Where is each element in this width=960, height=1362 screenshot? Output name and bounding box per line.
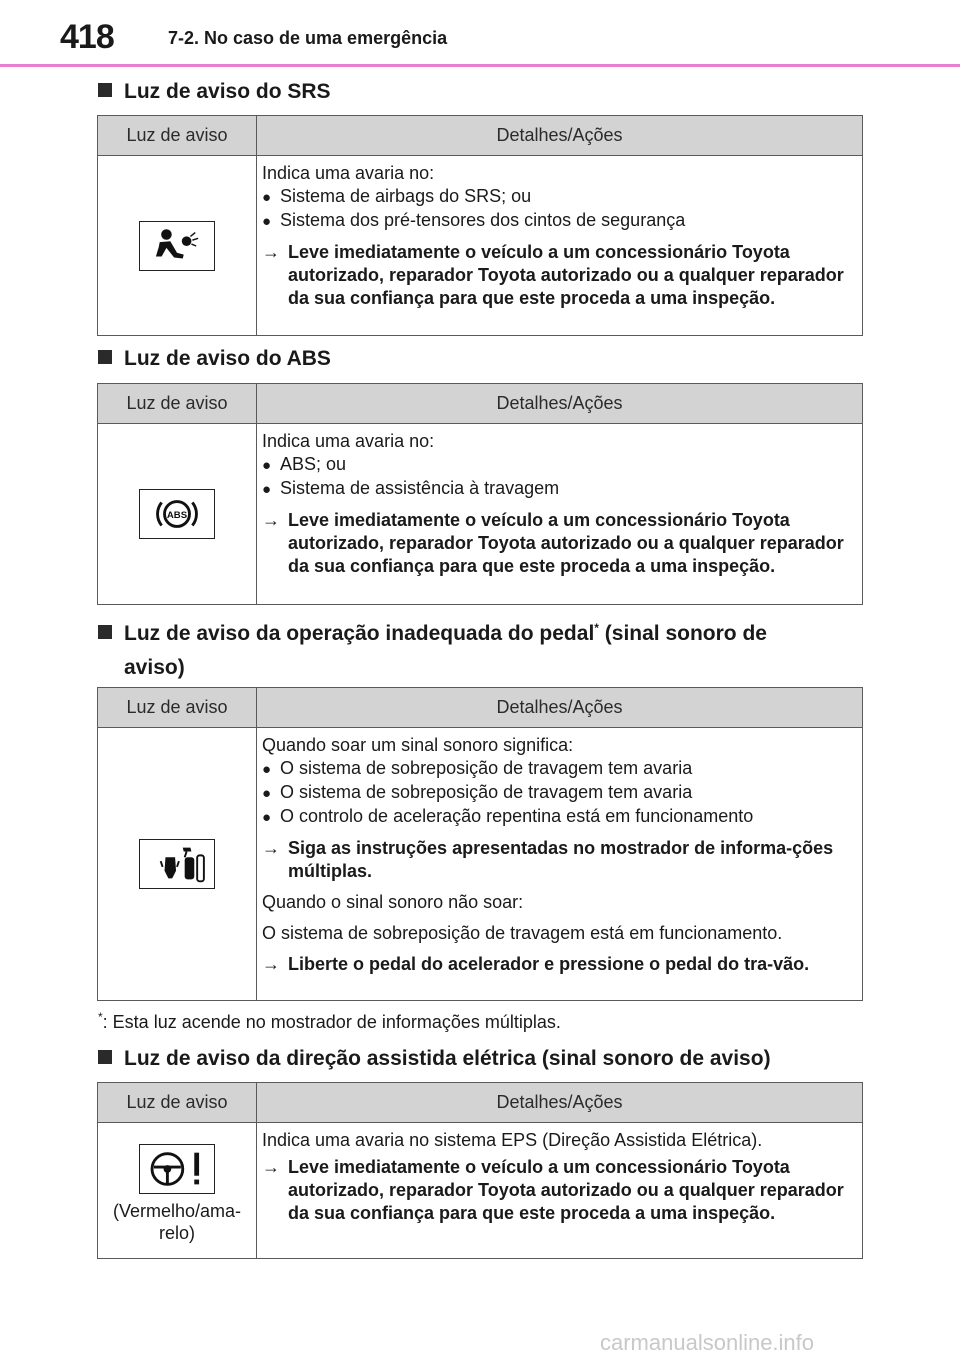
list-item: ● ABS; ou	[262, 453, 858, 477]
detail-paragraph: Quando o sinal sonoro não soar:	[262, 892, 524, 912]
detail-intro: Indica uma avaria no sistema EPS (Direção Assistida Elétrica).	[262, 1130, 763, 1150]
action-instruction: → Leve imediatamente o veículo a um concessionário Toyota autorizado, reparador Toyota autorizado ou a qualquer reparador da sua confiança para que este proceda a uma inspeção.	[262, 509, 858, 578]
srs-warning-table	[97, 115, 863, 336]
list-item: ● Sistema de assistência à travagem	[262, 477, 858, 501]
action-instruction: → Leve imediatamente o veículo a um concessionário Toyota autorizado, reparador Toyota autorizado ou a qualquer reparador da sua confiança para que este proceda a uma inspeção.	[262, 1156, 858, 1225]
section-title-eps: Luz de aviso da direção assistida elétrica (sinal sonoro de aviso)	[98, 1043, 771, 1075]
page-number: 418	[60, 18, 114, 56]
abs-warning-table	[97, 383, 863, 605]
action-instruction: → Leve imediatamente o veículo a um concessionário Toyota autorizado, reparador Toyota autorizado ou a qualquer reparador da sua confiança para que este proceda a uma inspeção.	[262, 241, 858, 310]
list-item: ● O controlo de aceleração repentina está em funcionamento	[262, 805, 858, 829]
col-header-light: Luz de aviso	[98, 384, 257, 424]
footnote: *: Esta luz acende no mostrador de informações múltiplas.	[98, 1010, 561, 1032]
abs-icon	[139, 489, 215, 539]
col-header-details: Detalhes/Ações	[257, 384, 863, 424]
col-header-light: Luz de aviso	[98, 1083, 257, 1123]
section-title-pedal: Luz de aviso da operação inadequada do pedal* (sinal sonoro de aviso)	[98, 612, 767, 684]
square-bullet-icon	[98, 83, 112, 97]
col-header-light: Luz de aviso	[98, 688, 257, 728]
detail-paragraph: O sistema de sobreposição de travagem está em funcionamento.	[262, 923, 783, 943]
square-bullet-icon	[98, 350, 112, 364]
list-item: ● O sistema de sobreposição de travagem tem avaria	[262, 781, 858, 805]
eps-warning-table	[97, 1082, 863, 1259]
action-instruction: → Liberte o pedal do acelerador e pressione o pedal do tra-vão.	[262, 953, 858, 976]
col-header-details: Detalhes/Ações	[257, 116, 863, 156]
list-item: ● O sistema de sobreposição de travagem tem avaria	[262, 757, 858, 781]
watermark: carmanualsonline.info	[600, 1330, 815, 1355]
col-header-details: Detalhes/Ações	[257, 1083, 863, 1123]
col-header-details: Detalhes/Ações	[257, 688, 863, 728]
section-title-srs: Luz de aviso do SRS	[98, 76, 331, 108]
list-item: ● Sistema de airbags do SRS; ou	[262, 185, 858, 209]
detail-intro: Quando soar um sinal sonoro significa:	[262, 735, 574, 755]
steering-wheel-warning-icon	[139, 1144, 215, 1194]
square-bullet-icon	[98, 625, 112, 639]
detail-intro: Indica uma avaria no:	[262, 431, 435, 451]
action-instruction: → Siga as instruções apresentadas no mostrador de informa-ções múltiplas.	[262, 837, 858, 883]
srs-airbag-icon	[139, 221, 215, 271]
detail-intro: Indica uma avaria no:	[262, 163, 435, 183]
square-bullet-icon	[98, 1050, 112, 1064]
section-title-abs: Luz de aviso do ABS	[98, 343, 331, 375]
chapter-title: 7-2. No caso de uma emergência	[168, 28, 448, 48]
list-item: ● Sistema dos pré-tensores dos cintos de segurança	[262, 209, 858, 233]
col-header-light: Luz de aviso	[98, 116, 257, 156]
pedal-warning-table	[97, 687, 863, 1001]
header-divider	[0, 64, 960, 67]
pedal-misoperation-icon	[139, 839, 215, 889]
icon-caption: (Vermelho/ama-relo)	[112, 1201, 242, 1243]
abs-icon-label: ABS	[166, 509, 188, 521]
page-header	[0, 0, 960, 66]
